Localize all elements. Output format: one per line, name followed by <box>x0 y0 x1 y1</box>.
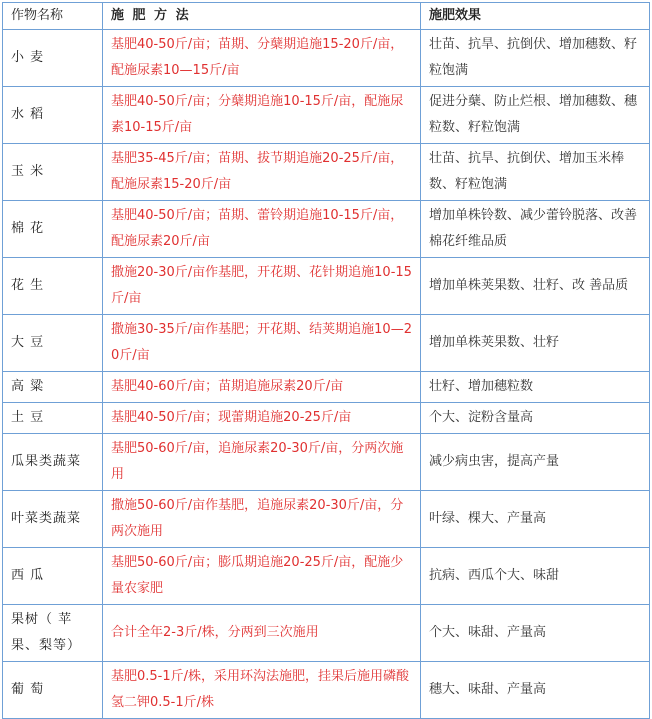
cell-method: 基肥50-60斤/亩；膨瓜期追施20-25斤/亩，配施少量农家肥 <box>103 548 421 605</box>
table-row <box>3 30 650 87</box>
cell-crop: 棉 花 <box>3 201 103 258</box>
cell-crop: 花 生 <box>3 258 103 315</box>
cell-effect: 个大、味甜、产量高 <box>421 605 650 662</box>
cell-effect: 促进分蘖、防止烂根、增加穗数、穗粒数、籽粒饱满 <box>421 87 650 144</box>
cell-method: 撒施30-35斤/亩作基肥；开花期、结荚期追施10—20斤/亩 <box>103 315 421 372</box>
table-row <box>3 403 650 434</box>
cell-method: 基肥50-60斤/亩，追施尿素20-30斤/亩，分两次施用 <box>103 434 421 491</box>
cell-effect: 叶绿、棵大、产量高 <box>421 491 650 548</box>
header-method: 施 肥 方 法 <box>103 3 421 30</box>
table-row <box>3 201 650 258</box>
table-row <box>3 144 650 201</box>
cell-effect: 减少病虫害，提高产量 <box>421 434 650 491</box>
table-row <box>3 662 650 719</box>
cell-crop: 土 豆 <box>3 403 103 434</box>
cell-effect: 增加单株荚果数、壮籽、改 善品质 <box>421 258 650 315</box>
table-row <box>3 434 650 491</box>
cell-crop: 高 粱 <box>3 372 103 403</box>
cell-effect: 壮苗、抗旱、抗倒伏、增加穗数、籽粒饱满 <box>421 30 650 87</box>
table-row <box>3 491 650 548</box>
cell-crop: 大 豆 <box>3 315 103 372</box>
table-row <box>3 605 650 662</box>
cell-method: 基肥40-50斤/亩；苗期、分蘖期追施15-20斤/亩，配施尿素10—15斤/亩 <box>103 30 421 87</box>
cell-crop: 瓜果类蔬菜 <box>3 434 103 491</box>
cell-method: 基肥35-45斤/亩；苗期、拔节期追施20-25斤/亩，配施尿素15-20斤/亩 <box>103 144 421 201</box>
cell-effect: 壮籽、增加穗粒数 <box>421 372 650 403</box>
cell-effect: 增加单株铃数、减少蕾铃脱落、改善棉花纤维品质 <box>421 201 650 258</box>
cell-method: 基肥40-50斤/亩；苗期、蕾铃期追施10-15斤/亩，配施尿素20斤/亩 <box>103 201 421 258</box>
cell-crop: 葡 萄 <box>3 662 103 719</box>
fertilizer-table-container <box>2 2 649 719</box>
cell-method: 基肥40-50斤/亩；现蕾期追施20-25斤/亩 <box>103 403 421 434</box>
header-effect: 施肥效果 <box>421 3 650 30</box>
cell-crop: 叶菜类蔬菜 <box>3 491 103 548</box>
cell-method: 基肥40-50斤/亩；分蘖期追施10-15斤/亩，配施尿素10-15斤/亩 <box>103 87 421 144</box>
table-row <box>3 548 650 605</box>
table-body <box>3 30 650 719</box>
header-crop: 作物名称 <box>3 3 103 30</box>
cell-crop: 玉 米 <box>3 144 103 201</box>
cell-effect: 穗大、味甜、产量高 <box>421 662 650 719</box>
cell-method: 撒施20-30斤/亩作基肥，开花期、花针期追施10-15斤/亩 <box>103 258 421 315</box>
fertilizer-table <box>2 2 650 719</box>
cell-crop: 果树（ 苹果、梨等） <box>3 605 103 662</box>
cell-crop: 西 瓜 <box>3 548 103 605</box>
cell-effect: 个大、淀粉含量高 <box>421 403 650 434</box>
cell-effect: 抗病、西瓜个大、味甜 <box>421 548 650 605</box>
table-header-row <box>3 3 650 30</box>
cell-method: 基肥40-60斤/亩；苗期追施尿素20斤/亩 <box>103 372 421 403</box>
cell-crop: 小 麦 <box>3 30 103 87</box>
cell-method: 合计全年2-3斤/株，分两到三次施用 <box>103 605 421 662</box>
table-row <box>3 87 650 144</box>
table-row <box>3 315 650 372</box>
cell-method: 基肥0.5-1斤/株，采用环沟法施肥，挂果后施用磷酸氢二钾0.5-1斤/株 <box>103 662 421 719</box>
cell-effect: 增加单株荚果数、壮籽 <box>421 315 650 372</box>
table-row <box>3 372 650 403</box>
cell-effect: 壮苗、抗旱、抗倒伏、增加玉米棒数、籽粒饱满 <box>421 144 650 201</box>
table-row <box>3 258 650 315</box>
cell-method: 撒施50-60斤/亩作基肥，追施尿素20-30斤/亩，分两次施用 <box>103 491 421 548</box>
cell-crop: 水 稻 <box>3 87 103 144</box>
